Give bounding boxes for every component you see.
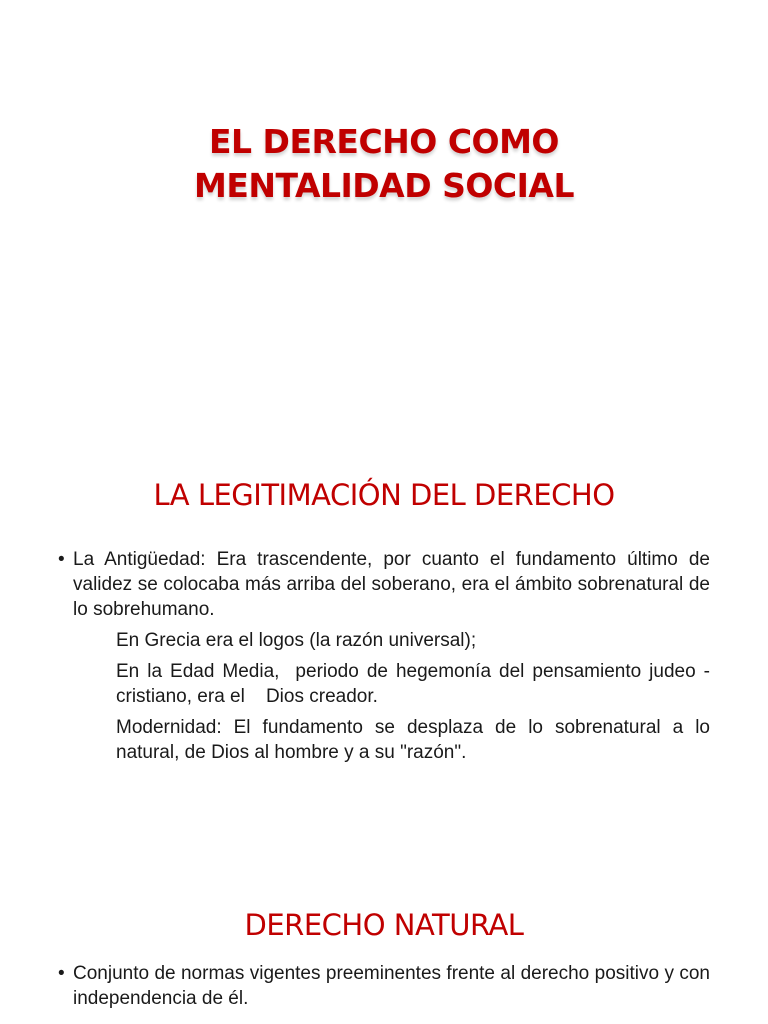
slide-legitimacion: [0, 445, 768, 875]
section-title-legitimacion: LA LEGITIMACIÓN DEL DERECHO: [153, 478, 615, 512]
slide-body: [58, 961, 710, 1011]
slide-derecho-natural: [0, 875, 768, 1024]
bullet-antiguedad: • La Antigüedad: Era trascendente, por cuanto el fundamento último de validez se colocaba más arriba del soberano, era el ámbito sobrenatural de lo sobrehumano.: [58, 547, 710, 622]
sub-item-modernidad: Modernidad: El fundamento se desplaza de lo sobrenatural a lo natural, de Dios al hombre y a su "razón".: [116, 717, 710, 763]
slide-title: [0, 0, 768, 445]
sub-item-grecia: En Grecia era el logos (la razón universal);: [116, 630, 477, 651]
main-title: [0, 120, 768, 208]
slide-body: [58, 547, 716, 765]
main-title-line-2: MENTALIDAD SOCIAL: [194, 166, 574, 205]
sub-item-edad-media: En la Edad Media, periodo de hegemonía del pensamiento judeo - cristiano, era el Dios creador.: [116, 661, 716, 707]
bullet-conjunto: • Conjunto de normas vigentes preeminentes frente al derecho positivo y con independencia de él.: [58, 961, 710, 1011]
main-title-line-1: EL DERECHO COMO: [209, 122, 559, 161]
section-title-derecho-natural: DERECHO NATURAL: [244, 908, 524, 942]
